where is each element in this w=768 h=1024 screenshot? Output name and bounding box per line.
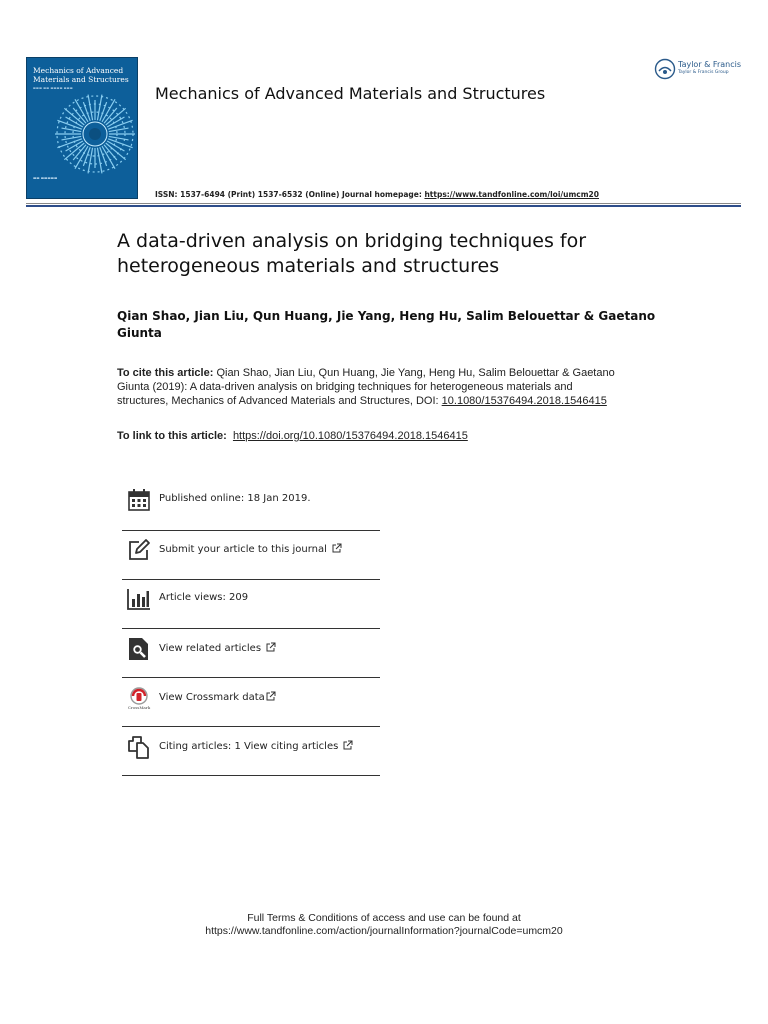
issn-line: [155, 190, 599, 199]
article-authors: Qian Shao, Jian Liu, Qun Huang, Jie Yang, Heng Hu, Salim Belouettar & Gaetano Giunta: [117, 309, 656, 340]
header-divider-thin: [26, 203, 741, 204]
article-views-label: Article views: 209: [159, 592, 249, 603]
publisher-group: Taylor & Francis Group: [678, 70, 729, 75]
footer: [0, 912, 768, 938]
item-divider: [122, 530, 380, 531]
crossmark-label: View Crossmark data: [159, 691, 276, 703]
search-document-icon: [127, 637, 151, 661]
crossmark-icon: [127, 686, 151, 710]
item-divider: [122, 677, 380, 678]
citing-articles-item[interactable]: [122, 735, 380, 759]
external-link-icon: [266, 642, 276, 652]
published-online-item: [122, 488, 380, 512]
journal-title: Mechanics of Advanced Materials and Structures: [155, 84, 546, 103]
cover-title: Mechanics of Advanced Materials and Structures: [33, 66, 129, 84]
related-articles-item[interactable]: [122, 637, 380, 661]
crossmark-item[interactable]: [122, 686, 380, 710]
taylor-francis-logo-icon: [654, 58, 676, 80]
article-link-label: To link to this article:: [117, 430, 227, 442]
item-divider: [122, 726, 380, 727]
crossmark-caption: CrossMark: [127, 705, 151, 710]
cover-subtitle-decor: ▬▬▬ ▬▬ ▬▬▬▬ ▬▬▬: [33, 86, 73, 90]
copy-icon: [127, 735, 151, 759]
citation-block: [117, 366, 617, 408]
publisher-name: Taylor & Francis: [678, 60, 741, 69]
related-articles-label: View related articles: [159, 642, 276, 654]
cover-publisher-decor: ▬▬ ▬▬▬▬▬: [33, 176, 58, 180]
journal-homepage-link[interactable]: https://www.tandfonline.com/loi/umcm20: [424, 190, 599, 199]
journal-cover: [26, 57, 138, 199]
external-link-icon: [266, 691, 276, 701]
item-divider: [122, 579, 380, 580]
article-doi-link[interactable]: https://doi.org/10.1080/15376494.2018.1546415: [232, 430, 468, 442]
citing-articles-label: Citing articles: 1 View citing articles: [159, 740, 353, 752]
article-title: A data-driven analysis on bridging techniques for heterogeneous materials and structures: [117, 230, 587, 277]
external-link-icon: [343, 740, 353, 750]
cover-pattern-icon: [27, 92, 138, 176]
published-online-label: Published online: 18 Jan 2019.: [159, 493, 311, 504]
article-views-item: [122, 587, 380, 611]
calendar-icon: [127, 488, 151, 512]
item-divider: [122, 628, 380, 629]
submit-article-label: Submit your article to this journal: [159, 543, 342, 555]
header-divider-thick: [26, 205, 741, 207]
item-divider: [122, 775, 380, 776]
external-link-icon: [332, 543, 342, 553]
article-link-line: [117, 430, 617, 442]
submit-article-item[interactable]: [122, 538, 380, 562]
publisher-logo[interactable]: [654, 58, 744, 80]
bar-chart-icon: [127, 587, 151, 611]
issn-text: ISSN: 1537-6494 (Print) 1537-6532 (Online) Journal homepage:: [155, 190, 425, 199]
edit-icon: [127, 538, 151, 562]
footer-terms-text: Full Terms & Conditions of access and use can be found at: [247, 912, 521, 924]
citation-text: Qian Shao, Jian Liu, Qun Huang, Jie Yang, Heng Hu, Salim Belouettar & Gaetano Giunta (2019): A data-driven analysis on bridging techniques for heterogeneous materials and structures, Mechanics of Advanced Materials and Structures, DOI:: [117, 367, 615, 407]
citation-label: To cite this article:: [117, 367, 214, 379]
citation-doi-link[interactable]: 10.1080/15376494.2018.1546415: [441, 395, 607, 407]
footer-terms-link[interactable]: https://www.tandfonline.com/action/journalInformation?journalCode=umcm20: [205, 925, 563, 937]
